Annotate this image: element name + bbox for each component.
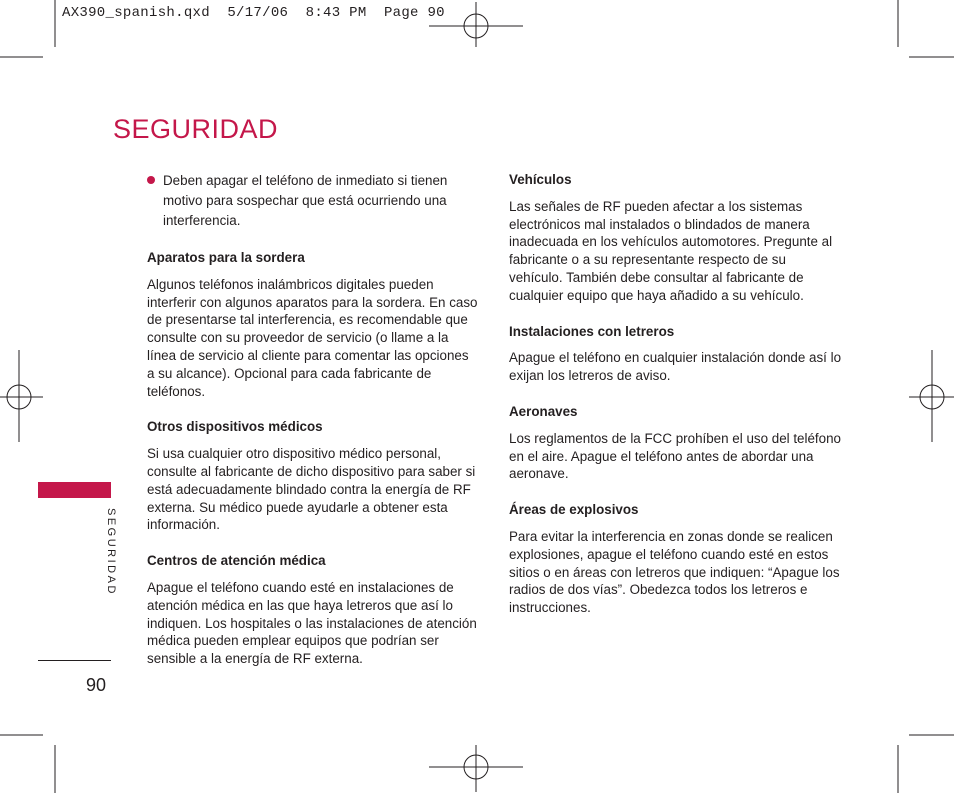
- section-heading-hearing-aids: Aparatos para la sordera: [147, 250, 305, 265]
- section-body-hearing-aids: Algunos teléfonos inalámbricos digitales pueden interferir con algunos aparatos para la sordera. En caso de presentarse tal interferencia, es recomendable que consulte con su proveedor de servicio (o llame a la línea de servicio al cliente para comentar las opciones a su alcance). Opcional para cada fabricante de teléfonos.: [147, 276, 478, 399]
- registration-target-right: [909, 350, 954, 442]
- section-body-posted-facilities: Apague el teléfono en cualquier instalación donde así lo exijan los letreros de aviso.: [509, 350, 842, 384]
- side-section-label: SEGURIDAD: [105, 508, 117, 596]
- section-heading-posted-facilities: Instalaciones con letreros: [509, 323, 675, 339]
- right-column: [509, 171, 843, 617]
- left-column: [147, 171, 479, 668]
- section-heading-blasting-areas: Áreas de explosivos: [509, 502, 639, 518]
- print-slug: AX390_spanish.qxd 5/17/06 8:43 PM Page 90: [62, 5, 445, 21]
- registration-target-bottom: [429, 745, 523, 792]
- section-body-aircraft: Los reglamentos de la FCC prohíben el uso del teléfono en el aire. Apague el teléfono antes de abordar una aeronave.: [509, 430, 841, 482]
- bullet-text: Deben apagar el teléfono de inmediato si tienen motivo para sospechar que está ocurriendo una interferencia.: [163, 173, 448, 228]
- section-heading-vehicles: Vehículos: [509, 172, 572, 187]
- section-heading-health-care: Centros de atención médica: [147, 553, 326, 569]
- page-number: 90: [86, 675, 107, 695]
- registration-target-top: [429, 2, 523, 47]
- section-body-medical-devices: Si usa cualquier otro dispositivo médico personal, consulte al fabricante de dicho dispositivo para saber si está adecuadamente blindado contra la energía de RF externa. Su médico puede ayudarle a obtener esta información.: [147, 446, 476, 533]
- section-heading-medical-devices: Otros dispositivos médicos: [147, 419, 323, 435]
- section-body-blasting-areas: Para evitar la interferencia en zonas donde se realicen explosiones, apague el teléfono cuando esté en estos sitios o en áreas con letreros que indiquen: “Apague los radios de dos vías”. Obedezca todos los letreros e instrucciones.: [509, 528, 840, 616]
- page-title: SEGURIDAD: [113, 114, 279, 145]
- section-body-health-care: Apague el teléfono cuando esté en instalaciones de atención médica en las que haya letreros que así lo indiquen. Los hospitales o las instalaciones de atención médica pueden emplear equipos que podrían ser sensible a la energía de RF externa.: [147, 579, 477, 667]
- bullet-dot-icon: [147, 176, 155, 184]
- section-body-vehicles: Las señales de RF pueden afectar a los sistemas electrónicos mal instalados o blindados de manera inadecuada en los vehículos automotores. Pregunte al fabricante o a su representante respecto de su vehículo. También debe consultar al fabricante de cualquier equipo que haya añadido a su vehículo.: [509, 198, 833, 303]
- section-heading-aircraft: Aeronaves: [509, 403, 578, 419]
- registration-target-left: [0, 350, 43, 442]
- side-divider: [38, 660, 111, 661]
- section-tab-marker: [38, 482, 111, 498]
- bullet-item: [147, 171, 479, 231]
